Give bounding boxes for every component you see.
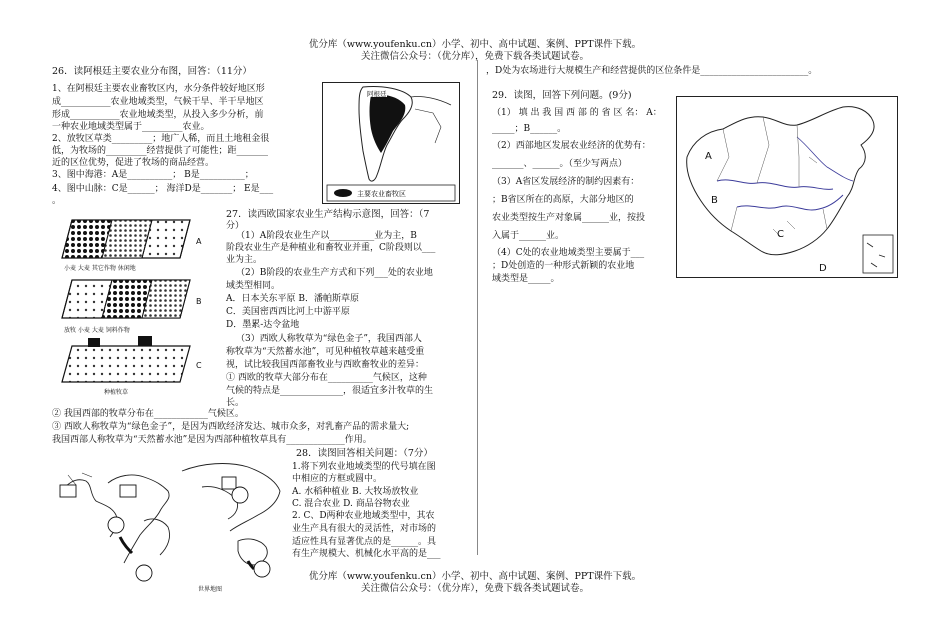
q27-line: 域类型相同。 (226, 281, 281, 291)
q26-line: 1、在阿根廷主要农业畜牧区内，水分条件较好地区形 (52, 84, 265, 94)
q27-line: 视，试比较我国西部畜牧业与西欧畜牧业的差异： (226, 360, 425, 370)
diagram-caption-c: 种植牧草 (104, 389, 129, 396)
q28-continuation: ，D处为农场进行大规模生产和经营提供的区位条件是________________________。 (486, 66, 818, 76)
footer-line-1: 优分库（www.youfenku.cn）小学、初中、高中试题、案例、PPT课件下载。 (308, 571, 642, 582)
column-divider (477, 60, 478, 555)
q27-full-line: 我国西部人称牧草为“天然蓄水池”是因为西部种植牧草具有_____________作用。 (52, 435, 372, 445)
q29-line: （2）西部地区发展农业经济的优势有： (492, 141, 651, 151)
q28-line: 2. C、D两种农业地域类型中，其农 (292, 511, 435, 521)
q26-line: 4、图中山脉：C是______； 海洋D是_______； E是___ (52, 184, 274, 194)
q27-line: （3）西欧人称牧草为“绿色金子”，我国西部人 (236, 334, 422, 344)
q27-line: A．日本关东平原 B．潘帕斯草原 (226, 294, 359, 304)
q27-line: （1）A阶段农业生产以__________业为主，B (236, 231, 417, 241)
q27-line: 业为主。 (226, 255, 263, 265)
diagram-caption-a: 小麦 大麦 其它作物 休闲地 (64, 265, 136, 272)
q29-line: （4）C处的农业地域类型主要属于___ (492, 248, 645, 258)
q27-full-line: ③ 西欧人称牧草为“绿色金子”，是因为西欧经济发达、城市众多，对乳畜产品的需求量大; (52, 422, 410, 432)
q29-line: 农业类型按生产对象属______业，按投 (492, 213, 646, 223)
q27-line: 气候的特点是______________，很适宜多汁牧草的生 (226, 386, 434, 396)
q26-line: 2、放牧区草类_________；地广人稀，而且土地租金很 (52, 134, 270, 144)
argentina-map (322, 82, 460, 204)
q27-line: C．美国密西西比河上中游平原 (226, 307, 350, 317)
q27-line: D．墨累-达令盆地 (226, 320, 300, 330)
q27-title: 27．读西欧国家农业生产结构示意图，回答：（7 (226, 209, 430, 220)
q28-line: A. 水稻种植业 B. 大牧场放牧业 (292, 487, 419, 497)
q28-line: 有生产规模大、机械化水平高的是___ (292, 549, 441, 559)
china-map-label-c: C (777, 229, 784, 240)
q26-line: 近的区位优势，促进了牧场的商品经营。 (52, 158, 215, 168)
world-map-caption: 世界地图 (198, 586, 223, 593)
diagram-label-c: C (196, 361, 202, 370)
china-map (676, 96, 898, 278)
q29-line: ；D处创造的一种形式新颖的农业地 (492, 261, 635, 271)
china-map-label-d: D (819, 263, 827, 274)
china-map-label-a: A (705, 151, 712, 162)
q27-line: ① 西欧的牧草大部分布在__________气候区，这种 (226, 373, 427, 383)
q29-line: ；B省区所在的高原，大部分地区的 (492, 195, 634, 205)
q26-line: 形成___________农业地域类型，从投入多少分析，前 (52, 110, 264, 120)
q29-line: 入属于______业。 (492, 231, 565, 241)
q27-title-cont: 分） (226, 221, 245, 231)
q28-line: 业生产具有很大的灵活性，对市场的 (292, 524, 437, 534)
footer-line-2: 关注微信公众号：（优分库），免费下载各类试题试卷。 (360, 583, 589, 594)
q29-line: （1） 填 出 我 国 西 部 的 省 区 名： A： (492, 108, 662, 118)
diagram-caption-b: 放牧 小麦 大麦 饲料作物 (64, 327, 130, 334)
argentina-map-label: 阿根廷 (367, 90, 387, 98)
q26-line: 成___________农业地域类型，气候干旱、半干旱地区 (52, 97, 264, 107)
header-line-2: 关注微信公众号：（优分库），免费下载各类试题试卷。 (360, 51, 589, 62)
q29-line: _____；B______。 (492, 124, 567, 134)
q29-line: 域类型是_____。 (492, 274, 560, 284)
header-line-1: 优分库（www.youfenku.cn）小学、初中、高中试题、案例、PPT课件下载。 (308, 39, 642, 50)
q26-line: 一种农业地域类型属于_________农业。 (52, 122, 210, 132)
q28-line: 中相应的方框或圆中。 (292, 474, 383, 484)
q26-title: 26．读阿根廷主要农业分布图，回答：（11分） (52, 66, 252, 77)
diagram-label-b: B (196, 297, 202, 306)
q28-line: 1.将下列农业地域类型的代号填在图 (292, 462, 436, 472)
q27-line: 称牧草为“天然蓄水池”，可见种植牧草越来越受重 (226, 347, 425, 357)
q27-line: （2）B阶段的农业生产方式和下列___处的农业地 (236, 268, 433, 278)
q29-title: 29．读图，回答下列问题。(9分) (492, 90, 632, 101)
diagram-label-a: A (196, 237, 202, 246)
q28-line: 适应性具有显著优点的是______。具 (292, 537, 437, 547)
q29-line: _______、______。（至少写两点） (492, 159, 628, 169)
west-europe-agriculture-diagram (58, 218, 210, 400)
china-map-label-b: B (711, 195, 718, 206)
q27-line: 长。 (226, 398, 245, 408)
q26-line: 低，为牧场的_________经营提供了可能性；距_______ (52, 146, 269, 156)
argentina-map-legend-label: 主要农业畜牧区 (357, 190, 406, 198)
q26-line: 3、图中海港：A是__________； B是__________； (52, 170, 254, 180)
q27-full-line: ② 我国西部的牧草分布在____________气候区。 (52, 409, 244, 419)
q29-line: （3）A省区发展经济的制约因素有： (492, 177, 640, 187)
q28-title: 28．读图回答相关问题：（7分） (296, 448, 433, 459)
q27-line: 阶段农业生产是种植业和畜牧业并重，C阶段则以___ (226, 243, 436, 253)
q28-line: C. 混合农业 D. 商品谷物农业 (292, 499, 410, 509)
q26-line: 。 (52, 196, 62, 206)
